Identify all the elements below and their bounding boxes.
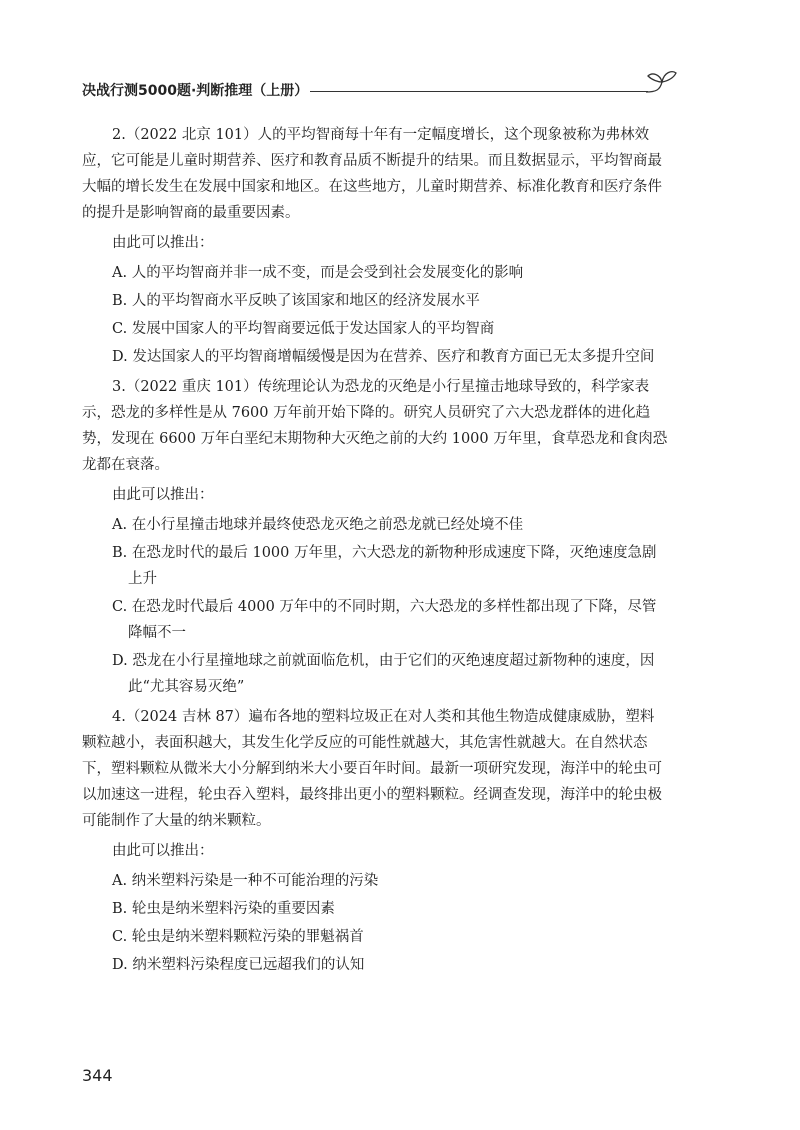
- option-a: A. 人的平均智商并非一成不变，而是会受到社会发展变化的影响: [112, 265, 524, 281]
- question-4: [82, 704, 668, 978]
- book-title: 决战行测5000题·判断推理（上册）: [82, 83, 309, 99]
- question-prompt: 由此可以推出：: [112, 235, 214, 251]
- question-2: [82, 122, 668, 370]
- header-rule: [310, 91, 648, 92]
- option-c: C. 发展中国家人的平均智商要远低于发达国家人的平均智商: [112, 321, 495, 337]
- running-header: [82, 76, 682, 106]
- option-b: B. 人的平均智商水平反映了该国家和地区的经济发展水平: [112, 293, 480, 309]
- page-number: 344: [82, 1066, 113, 1085]
- option-b: B. 在恐龙时代的最后 1000 万年里，六大恐龙的新物种形成速度下降，灭绝速度急剧上升: [112, 545, 657, 587]
- option-d: D. 发达国家人的平均智商增幅缓慢是因为在营养、医疗和教育方面已无太多提升空间: [112, 349, 655, 365]
- question-stem: 3.（2022 重庆 101）传统理论认为恐龙的灭绝是小行星撞击地球导致的，科学家表示，恐龙的多样性是从 7600 万年前开始下降的。研究人员研究了六大恐龙群体的进化趋势，发现在 6600 万年白垩纪末期物种大灭绝之前的大约 1000 万年里，食草恐龙和食肉恐龙都在衰落。: [82, 379, 668, 473]
- sprout-icon: [642, 62, 682, 94]
- question-prompt: 由此可以推出：: [112, 487, 214, 503]
- option-b: B. 轮虫是纳米塑料污染的重要因素: [112, 901, 335, 917]
- question-3: [82, 374, 668, 700]
- option-d: D. 纳米塑料污染程度已远超我们的认知: [112, 957, 365, 973]
- option-c: C. 轮虫是纳米塑料颗粒污染的罪魁祸首: [112, 929, 364, 945]
- question-stem: 2.（2022 北京 101）人的平均智商每十年有一定幅度增长，这个现象被称为弗林效应，它可能是儿童时期营养、医疗和教育品质不断提升的结果。而且数据显示，平均智商最大幅的增长发生在发展中国家和地区。在这些地方，儿童时期营养、标准化教育和医疗条件的提升是影响智商的最重要因素。: [82, 127, 662, 221]
- option-a: A. 在小行星撞击地球并最终使恐龙灭绝之前恐龙就已经处境不佳: [112, 517, 524, 533]
- question-prompt: 由此可以推出：: [112, 843, 214, 859]
- option-c: C. 在恐龙时代最后 4000 万年中的不同时期，六大恐龙的多样性都出现了下降，尽管降幅不一: [112, 599, 657, 641]
- option-a: A. 纳米塑料污染是一种不可能治理的污染: [112, 873, 379, 889]
- question-stem: 4.（2024 吉林 87）遍布各地的塑料垃圾正在对人类和其他生物造成健康威胁，塑料颗粒越小，表面积越大，其发生化学反应的可能性就越大，其危害性就越大。在自然状态下，塑料颗粒从微米大小分解到纳米大小要百年时间。最新一项研究发现，海洋中的轮虫可以加速这一进程，轮虫吞入塑料，最终排出更小的塑料颗粒。经调查发现，海洋中的轮虫极可能制作了大量的纳米颗粒。: [82, 709, 662, 829]
- question-list: [82, 122, 668, 982]
- option-d: D. 恐龙在小行星撞地球之前就面临危机，由于它们的灭绝速度超过新物种的速度，因此“尤其容易灭绝”: [112, 653, 655, 695]
